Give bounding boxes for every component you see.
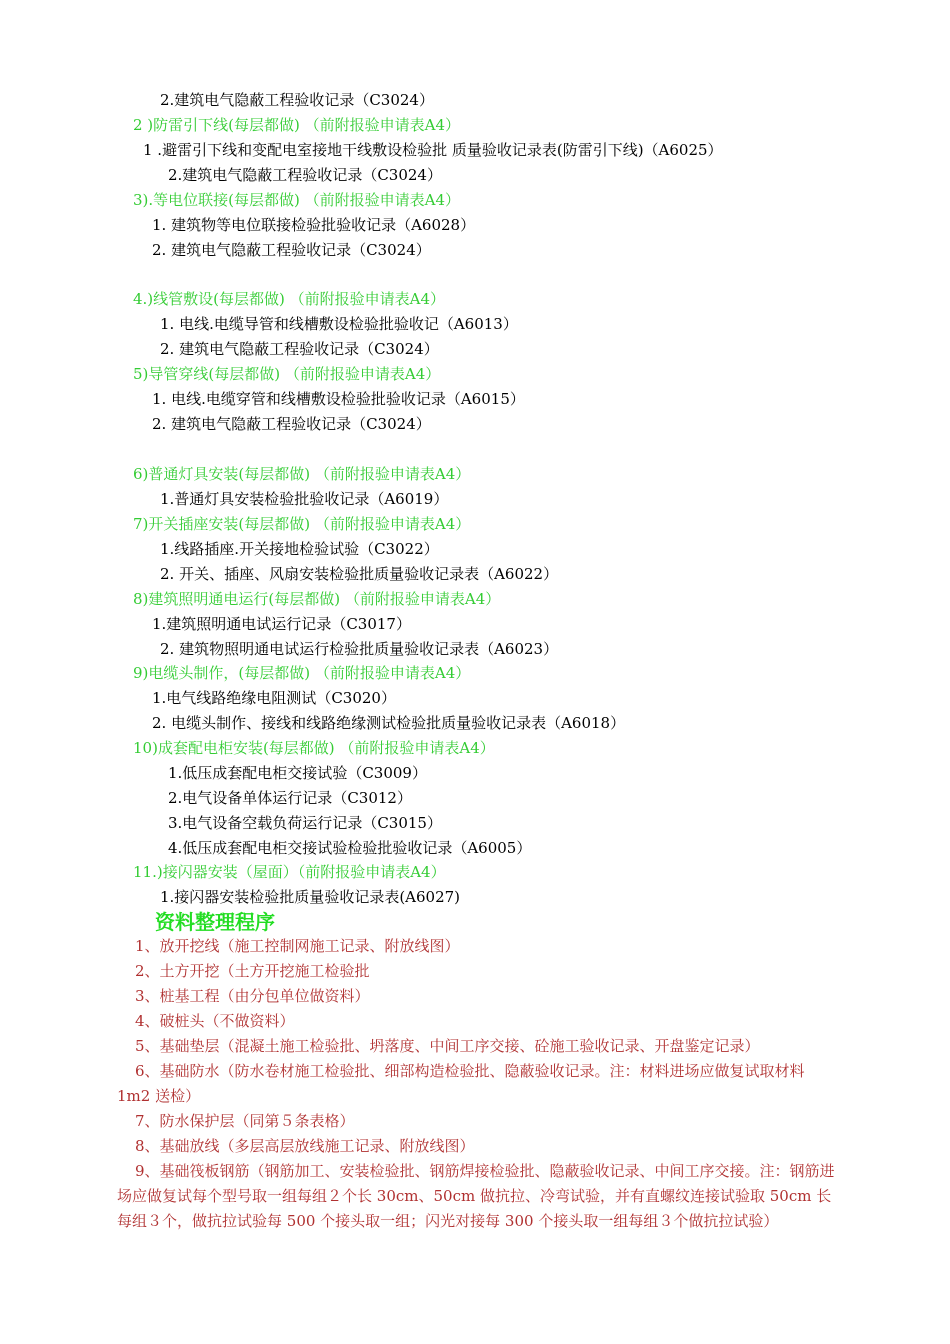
text-line: 1.接闪器安装检验批质量验收记录表(A6027) xyxy=(160,888,461,906)
section-heading: 10)成套配电柜安装(每层都做) （前附报验申请表A4） xyxy=(133,739,495,757)
text-line: 2. 电缆头制作、接线和线路绝缘测试检验批质量验收记录表（A6018） xyxy=(152,714,626,732)
text-line: 1.普通灯具安装检验批验收记录（A6019） xyxy=(160,490,449,508)
section-heading: 2 )防雷引下线(每层都做) （前附报验申请表A4） xyxy=(133,116,461,134)
text-line: 3.电气设备空载负荷运行记录（C3015） xyxy=(168,814,442,832)
section-heading: 4.)线管敷设(每层都做) （前附报验申请表A4） xyxy=(133,290,446,308)
procedure-item: 2、土方开挖（土方开挖施工检验批 xyxy=(135,962,370,980)
section-heading: 8)建筑照明通电运行(每层都做) （前附报验申请表A4） xyxy=(133,590,501,608)
text-line: 2.电气设备单体运行记录（C3012） xyxy=(168,789,412,807)
procedure-item: 1、放开挖线（施工控制网施工记录、附放线图） xyxy=(135,937,460,955)
text-line: 2. 建筑电气隐蔽工程验收记录（C3024） xyxy=(152,241,431,259)
text-line: 2. 开关、插座、风扇安装检验批质量验收记录表（A6022） xyxy=(160,565,559,583)
text-line: 2. 建筑电气隐蔽工程验收记录（C3024） xyxy=(152,415,431,433)
text-line: 1.线路插座.开关接地检验试验（C3022） xyxy=(160,540,439,558)
text-line: 1. 电线.电缆导管和线槽敷设检验批验收记（A6013） xyxy=(160,315,518,333)
procedure-item: 5、基础垫层（混凝土施工检验批、坍落度、中间工序交接、砼施工验收记录、开盘鉴定记录） xyxy=(135,1037,760,1055)
section-heading: 9)电缆头制作，(每层都做) （前附报验申请表A4） xyxy=(133,664,471,682)
text-line: 1.电气线路绝缘电阻测试（C3020） xyxy=(152,689,396,707)
section-heading: 11.)接闪器安装（屋面）（前附报验申请表A4） xyxy=(133,863,446,881)
procedure-item: 7、防水保护层（同第５条表格） xyxy=(135,1112,355,1130)
section-heading: 3).等电位联接(每层都做) （前附报验申请表A4） xyxy=(133,191,461,209)
text-line: 2. 建筑电气隐蔽工程验收记录（C3024） xyxy=(160,340,439,358)
section-title: 资料整理程序 xyxy=(155,910,275,934)
text-line: 2.建筑电气隐蔽工程验收记录（C3024） xyxy=(160,91,434,109)
text-line: 1 .避雷引下线和变配电室接地干线敷设检验批 质量验收记录表(防雷引下线)（A6025） xyxy=(143,141,723,159)
procedure-item: 6、基础防水（防水卷材施工检验批、细部构造检验批、隐蔽验收记录。注：材料进场应做复试取材料 1m2 送检） xyxy=(117,1062,805,1105)
text-line: 4.低压成套配电柜交接试验检验批验收记录（A6005） xyxy=(168,839,532,857)
procedure-item: 9、基础筏板钢筋（钢筋加工、安装检验批、钢筋焊接检验批、隐蔽验收记录、中间工序交接。注：钢筋进场应做复试每个型号取一组每组２个长 30cm、50cm 做抗拉、冷弯试验，并有直螺纹连接试验取 50cm 长每组３个，做抗拉试验每 500 个接头取一组；闪光对接每 300 个接头取一组每组３个做抗拉试验） xyxy=(117,1162,835,1230)
section-heading: 6)普通灯具安装(每层都做) （前附报验申请表A4） xyxy=(133,465,471,483)
section-heading: 7)开关插座安装(每层都做) （前附报验申请表A4） xyxy=(133,515,471,533)
text-line: 2. 建筑物照明通电试运行检验批质量验收记录表（A6023） xyxy=(160,640,559,658)
text-line: 1. 电线.电缆穿管和线槽敷设检验批验收记录（A6015） xyxy=(152,390,525,408)
procedure-item: 8、基础放线（多层高层放线施工记录、附放线图） xyxy=(135,1137,475,1155)
text-line: 1.建筑照明通电试运行记录（C3017） xyxy=(152,615,411,633)
procedure-item: 3、桩基工程（由分包单位做资料） xyxy=(135,987,370,1005)
text-line: 2.建筑电气隐蔽工程验收记录（C3024） xyxy=(168,166,442,184)
section-heading: 5)导管穿线(每层都做) （前附报验申请表A4） xyxy=(133,365,441,383)
procedure-item: 4、破桩头（不做资料） xyxy=(135,1012,295,1030)
text-line: 1.低压成套配电柜交接试验（C3009） xyxy=(168,764,427,782)
text-line: 1. 建筑物等电位联接检验批验收记录（A6028） xyxy=(152,216,476,234)
